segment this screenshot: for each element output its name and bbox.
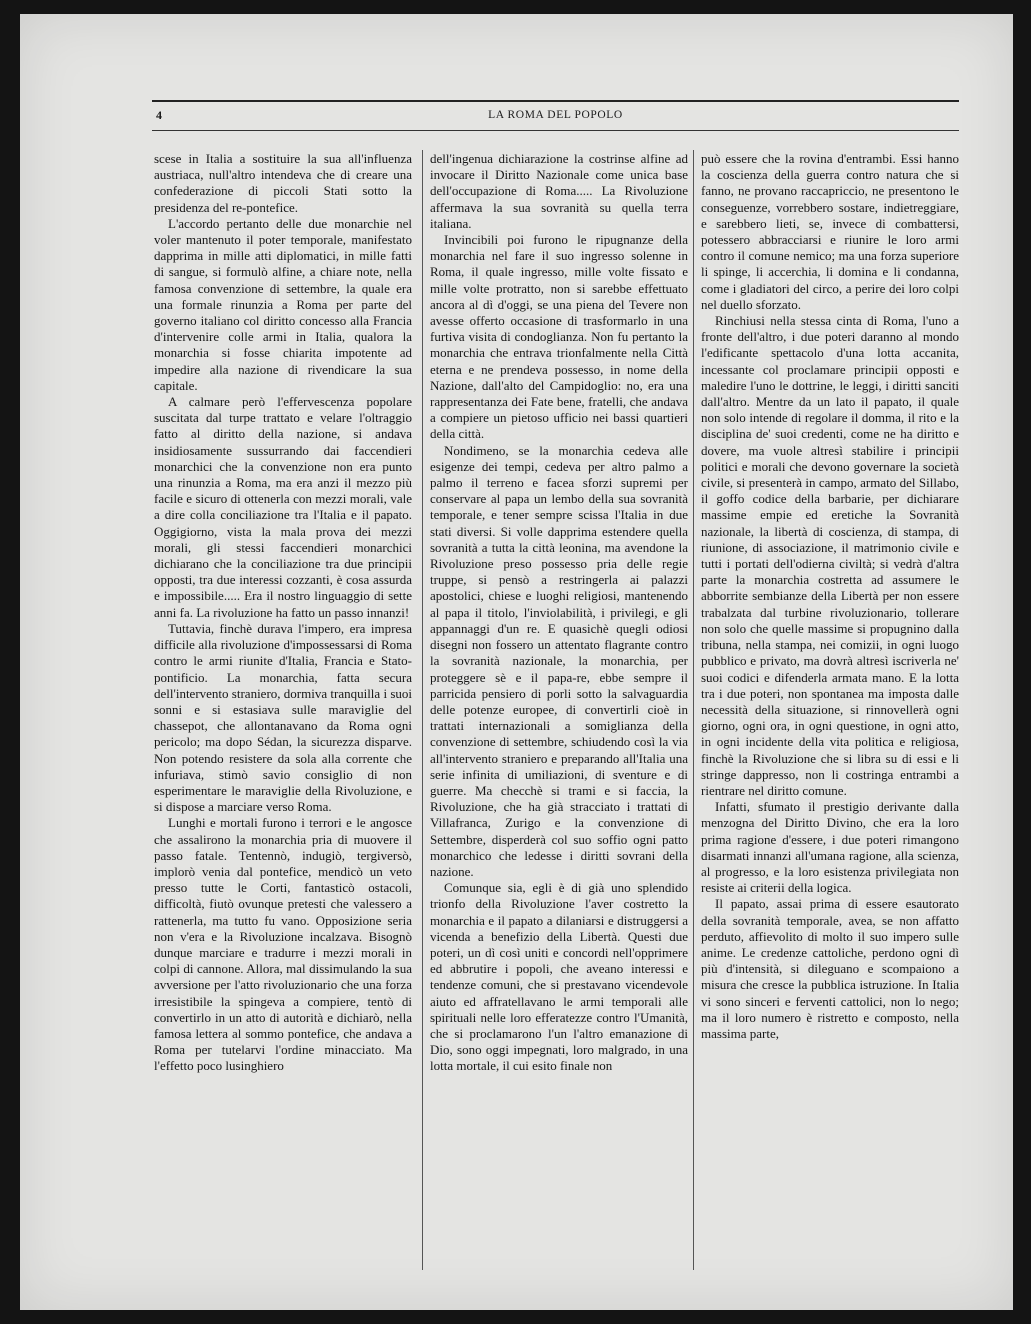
- paragraph: Invincibili poi furono le ripugnanze della monarchia nel fare il suo ingresso solenne in Roma, il quale ingresso, mille volte fissato e mille volte protratto, non si sarebbe effettuato ancora al dì d'oggi, se una piena del Tevere non avesse offerto occasione di trasformarlo in una furtiva visita di condoglianza. Non fu pertanto la monarchia che entrava trionfalmente nella Città eterna e ne prendeva possesso, in nome della Nazione, dall'alto del Campidoglio: no, era una rappresentanza dei Fate bene, fratelli, che andava a compiere un pietoso ufficio nei bassi quartieri della città.: [430, 232, 688, 442]
- header-top-rule: [152, 100, 959, 102]
- paragraph: A calmare però l'effervescenza popolare suscitata dal turpe trattato e velare l'oltraggio fatto al diritto della nazione, si andava insidiosamente sussurrando dai faccendieri monarchici che la convenzione non era punto una rinunzia a Roma, ma era anzi il mezzo più facile e sicuro di ottenerla con mezzi morali, vale a dire colla conciliazione tra l'Italia e il papato. Oggigiorno, vista la mala prova dei mezzi morali, gli stessi faccendieri monarchici dichiarano che la conciliazione tra due principii opposti, tra due interessi cozzanti, è cosa assurda e impossibile..... Era il nostro linguaggio di sette anni fa. La rivoluzione ha fatto un passo innanzi!: [154, 394, 412, 620]
- paragraph: può essere che la rovina d'entrambi. Essi hanno la coscienza della guerra contro natura che si fanno, ne provano raccapriccio, ne presentono le conseguenze, vorrebbero sostare, indietreggiare, e sarebbero lieti, se, invece di combattersi, potessero abbracciarsi e riunire le loro armi contro il comune nemico; ma una forza superiore li spinge, li accerchia, li domina e li condanna, come i gladiatori del circo, a perire dei loro colpi nel duello sforzato.: [701, 151, 959, 312]
- page-header: [152, 106, 959, 128]
- newspaper-page: [20, 14, 1013, 1310]
- running-title: LA ROMA DEL POPOLO: [488, 109, 623, 121]
- text-column-3: [701, 151, 959, 1276]
- text-column-2: [430, 151, 688, 1276]
- paragraph: Il papato, assai prima di essere esautorato della sovranità temporale, avea, se non affatto perduto, affievolito di molto il suo impero sulle anime. Le credenze cattoliche, perdono ogni dì più d'intensità, si dileguano e scompaiono a misura che cresce la pubblica istruzione. In Italia vi sono sinceri e ferventi cattolici, non lo nego; ma il loro numero è ristretto e composto, nella massima parte,: [701, 896, 959, 1041]
- header-bottom-rule: [152, 130, 959, 131]
- paragraph: Rinchiusi nella stessa cinta di Roma, l'uno a fronte dell'altro, i due poteri daranno al mondo l'edificante spettacolo d'una lotta accanita, incessante col proclamare principii opposti e maledire l'uno le dottrine, le leggi, i diritti sanciti dall'altro. Mentre da un lato il papato, il quale non solo intende di regolare il domma, il rito e la disciplina de' suoi credenti, come ne ha diritto e dovere, ma vuole altresì stabilire i principii politici e morali che devono governare la società civile, si presenterà in campo, armato del Sillabo, il goffo codice della barbarie, per dichiarare massime empie ed eretiche la Sovranità nazionale, la libertà di coscienza, di stampa, di riunione, di associazione, il matrimonio civile e tutti i portati dell'odierna civiltà; si vedrà d'altra parte la monarchia costretta ad assumere le abborrite sembianze della Libertà per non essere trabalzata dal turbine rivoluzionario, tollerare non solo che quelle massime si propugnino dalla tribuna, nella stampa, nei comizii, in ogni luogo pubblico e privato, ma dovrà altresì iscriverla ne' suoi codici e difenderla armata mano. E la lotta tra i due poteri, non spontanea ma imposta dalle necessità della situazione, si rinnovellerà ogni giorno, ogni ora, in ogni questione, in ogni atto, in ogni incidente della vita politica e religiosa, finchè la Rivoluzione che si libra su di essi e li stringe dappresso, non li costringa entrambi a rientrare nel diritto comune.: [701, 313, 959, 798]
- column-divider: [693, 150, 694, 1270]
- paragraph: Tuttavia, finchè durava l'impero, era impresa difficile alla rivoluzione d'impossessarsi di Roma contro le armi riunite d'Italia, Francia e Stato-pontificio. La monarchia, fatta secura dell'intervento straniero, dormiva tranquilla i suoi sonni e si estasiava sulle maraviglie del chassepot, che allontanavano da Roma ogni pericolo; ma dopo Sédan, la sicurezza disparve. Non potendo resistere da sola alla corrente che infuriava, stimò savio consiglio di non esperimentare le maraviglie della Rivoluzione, e si dispose a marciare verso Roma.: [154, 620, 412, 815]
- paragraph: Lunghi e mortali furono i terrori e le angosce che assalirono la monarchia pria di muovere il passo fatale. Tentennò, indugiò, tergiversò, implorò venia dal pontefice, mendicò un veto presso tutte le Corti, fantasticò ostacoli, difficoltà, fiutò ovunque pretesti che valessero a rattenerla, ma tutto fu vano. Opposizione seria non v'era e la Rivoluzione incalzava. Bisognò dunque marciare e tradurre i mezzi morali in colpi di cannone. Allora, mal dissimulando la sua avversione per l'atto rivoluzionario che una forza irresistibile la spingeva a compiere, tentò di convertirlo in un atto di autorità e dichiarò, nella famosa lettera al sommo pontefice, che andava a Roma per tutelarvi l'ordine minacciato. Ma l'effetto poco lusinghiero: [154, 815, 412, 1074]
- paragraph: dell'ingenua dichiarazione la costrinse alfine ad invocare il Diritto Nazionale come unica base dell'occupazione di Roma..... La Rivoluzione affermava la sua sovranità su quella terra italiana.: [430, 151, 688, 231]
- paragraph: Infatti, sfumato il prestigio derivante dalla menzogna del Diritto Divino, che era la loro prima ragione d'essere, i due poteri rimangono disarmati innanzi all'umana ragione, alla scienza, al progresso, e la loro esistenza privilegiata non resiste ai criterii della logica.: [701, 799, 959, 896]
- column-divider: [422, 150, 423, 1270]
- paragraph: L'accordo pertanto delle due monarchie nel voler mantenuto il poter temporale, manifestato dapprima in mille atti diplomatici, in mille fatti di sangue, si formulò alfine, a chiare note, nella famosa convenzione di settembre, la quale era una formale rinunzia a Roma per parte del governo italiano col diritto concesso alla Francia d'intervenire colle armi in Italia, qualora la monarchia si fosse chiarita impotente ad impedire alla nazione di rivendicare la sua capitale.: [154, 215, 412, 393]
- paragraph: scese in Italia a sostituire la sua all'influenza austriaca, null'altro intendeva che di creare una confederazione di piccoli Stati sotto la presidenza del re-pontefice.: [154, 151, 412, 215]
- page-number: 4: [156, 108, 162, 122]
- text-column-1: [154, 151, 412, 1276]
- paragraph: Comunque sia, egli è di già uno splendido trionfo della Rivoluzione l'aver costretto la monarchia e il papato a dilaniarsi e distruggersi a vicenda a benefizio della Libertà. Questi due poteri, un dì così uniti e concordi nell'opprimere ed abbrutire i popoli, che aveano interessi e tendenze comuni, che si prestavano vicendevole aiuto ed affratellavano le armi temporali alle spirituali nelle loro efferatezze contro l'Umanità, che si proclamarono l'un l'altro emanazione di Dio, sono oggi impegnati, loro malgrado, in una lotta mortale, il cui esito finale non: [430, 880, 688, 1074]
- paragraph: Nondimeno, se la monarchia cedeva alle esigenze dei tempi, cedeva per altro palmo a palmo il terreno e facea sforzi supremi per conservare al papa un lembo della sua sovranità temporale, e tener sempre scissa l'Italia in due stati diversi. Si volle dapprima estendere quella sovranità a tutta la città leonina, ma avendone la Rivoluzione preso possesso pria delle regie truppe, si pensò a restringerla ai palazzi apostolici, chiese e luoghi religiosi, mantenendo al papa il titolo, l'inviolabilità, i privilegi, e gli appannaggi d'un re. E quasichè quegli odiosi disegni non fossero un attentato flagrante contro la sovranità nazionale, la monarchia, per proteggere sè e il papa-re, ebbe sempre il parricida pensiero di porli sotto la salvaguardia delle potenze europee, di convertirli cioè in trattati internazionali a somiglianza della convenzione di settembre, schiudendo così la via all'intervento straniero e preparando all'Italia una serie infinita di umiliazioni, di sventure e di guerre. Ma checchè si trami e si faccia, la Rivoluzione, che ha già stracciato i trattati di Villafranca, Zurigo e la convenzione di Settembre, disperderà col suo soffio ogni patto monarchico che ledesse i diritti sovrani della nazione.: [430, 442, 688, 879]
